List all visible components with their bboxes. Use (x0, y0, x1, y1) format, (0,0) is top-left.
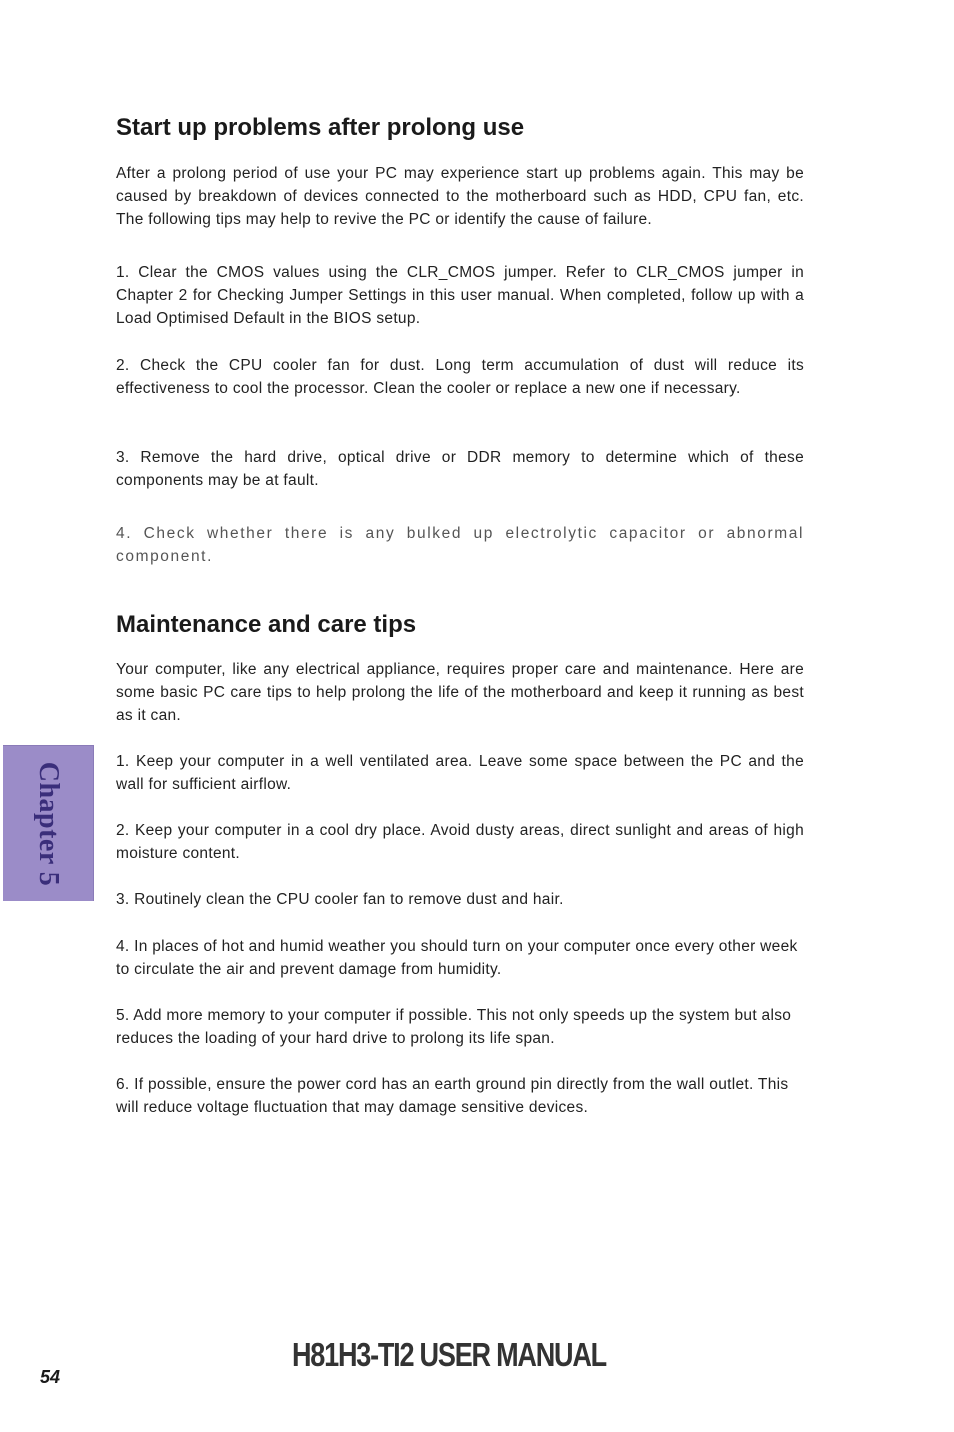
startup-item-3: 3. Remove the hard drive, optical drive or DDR memory to determine which of these components may be at fault. (116, 449, 804, 489)
chapter-tab-label: Chapter 5 (33, 761, 64, 886)
startup-item-4: 4. Check whether there is any bulked up electrolytic capacitor or abnormal component. (116, 525, 804, 565)
maintenance-item-1: 1. Keep your computer in a well ventilated area. Leave some space between the PC and the wall for sufficient airflow. (116, 753, 804, 793)
section-title-startup-problems: Start up problems after prolong use (116, 114, 525, 141)
manual-title-footer: H81H3-TI2 USER MANUAL (292, 1336, 606, 1373)
section-title-maintenance-tips: Maintenance and care tips (116, 611, 417, 638)
startup-item-2: 2. Check the CPU cooler fan for dust. Long term accumulation of dust will reduce its effectiveness to cool the processor. Clean the cooler or replace a new one if necessary. (116, 357, 804, 397)
page-number: 54 (40, 1367, 61, 1387)
maintenance-item-3: 3. Routinely clean the CPU cooler fan to remove dust and hair. (116, 891, 564, 908)
maintenance-item-4: 4. In places of hot and humid weather you should turn on your computer once every other week to circulate the air and prevent damage from humidity. (116, 938, 798, 978)
chapter-side-tab (3, 745, 94, 901)
maintenance-item-5: 5. Add more memory to your computer if possible. This not only speeds up the system but also reduces the loading of your hard drive to prolong its life span. (116, 1007, 792, 1047)
startup-intro-paragraph: After a prolong period of use your PC may experience start up problems again. This may be caused by breakdown of devices connected to the motherboard such as HDD, CPU fan, etc. The following tips may help to revive the PC or identify the cause of failure. (116, 165, 804, 228)
startup-item-1: 1. Clear the CMOS values using the CLR_CMOS jumper. Refer to CLR_CMOS jumper in Chapter 2 for Checking Jumper Settings in this user manual. When completed, follow up with a Load Optimised Default in the BIOS setup. (116, 264, 804, 327)
maintenance-item-2: 2. Keep your computer in a cool dry place. Avoid dusty areas, direct sunlight and areas of high moisture content. (116, 822, 804, 862)
maintenance-item-6: 6. If possible, ensure the power cord has an earth ground pin directly from the wall outlet. This will reduce voltage fluctuation that may damage sensitive devices. (116, 1076, 789, 1116)
maintenance-intro-paragraph: Your computer, like any electrical appliance, requires proper care and maintenance. Here are some basic PC care tips to help prolong the life of the motherboard and keep it running as best as it can. (116, 661, 804, 724)
